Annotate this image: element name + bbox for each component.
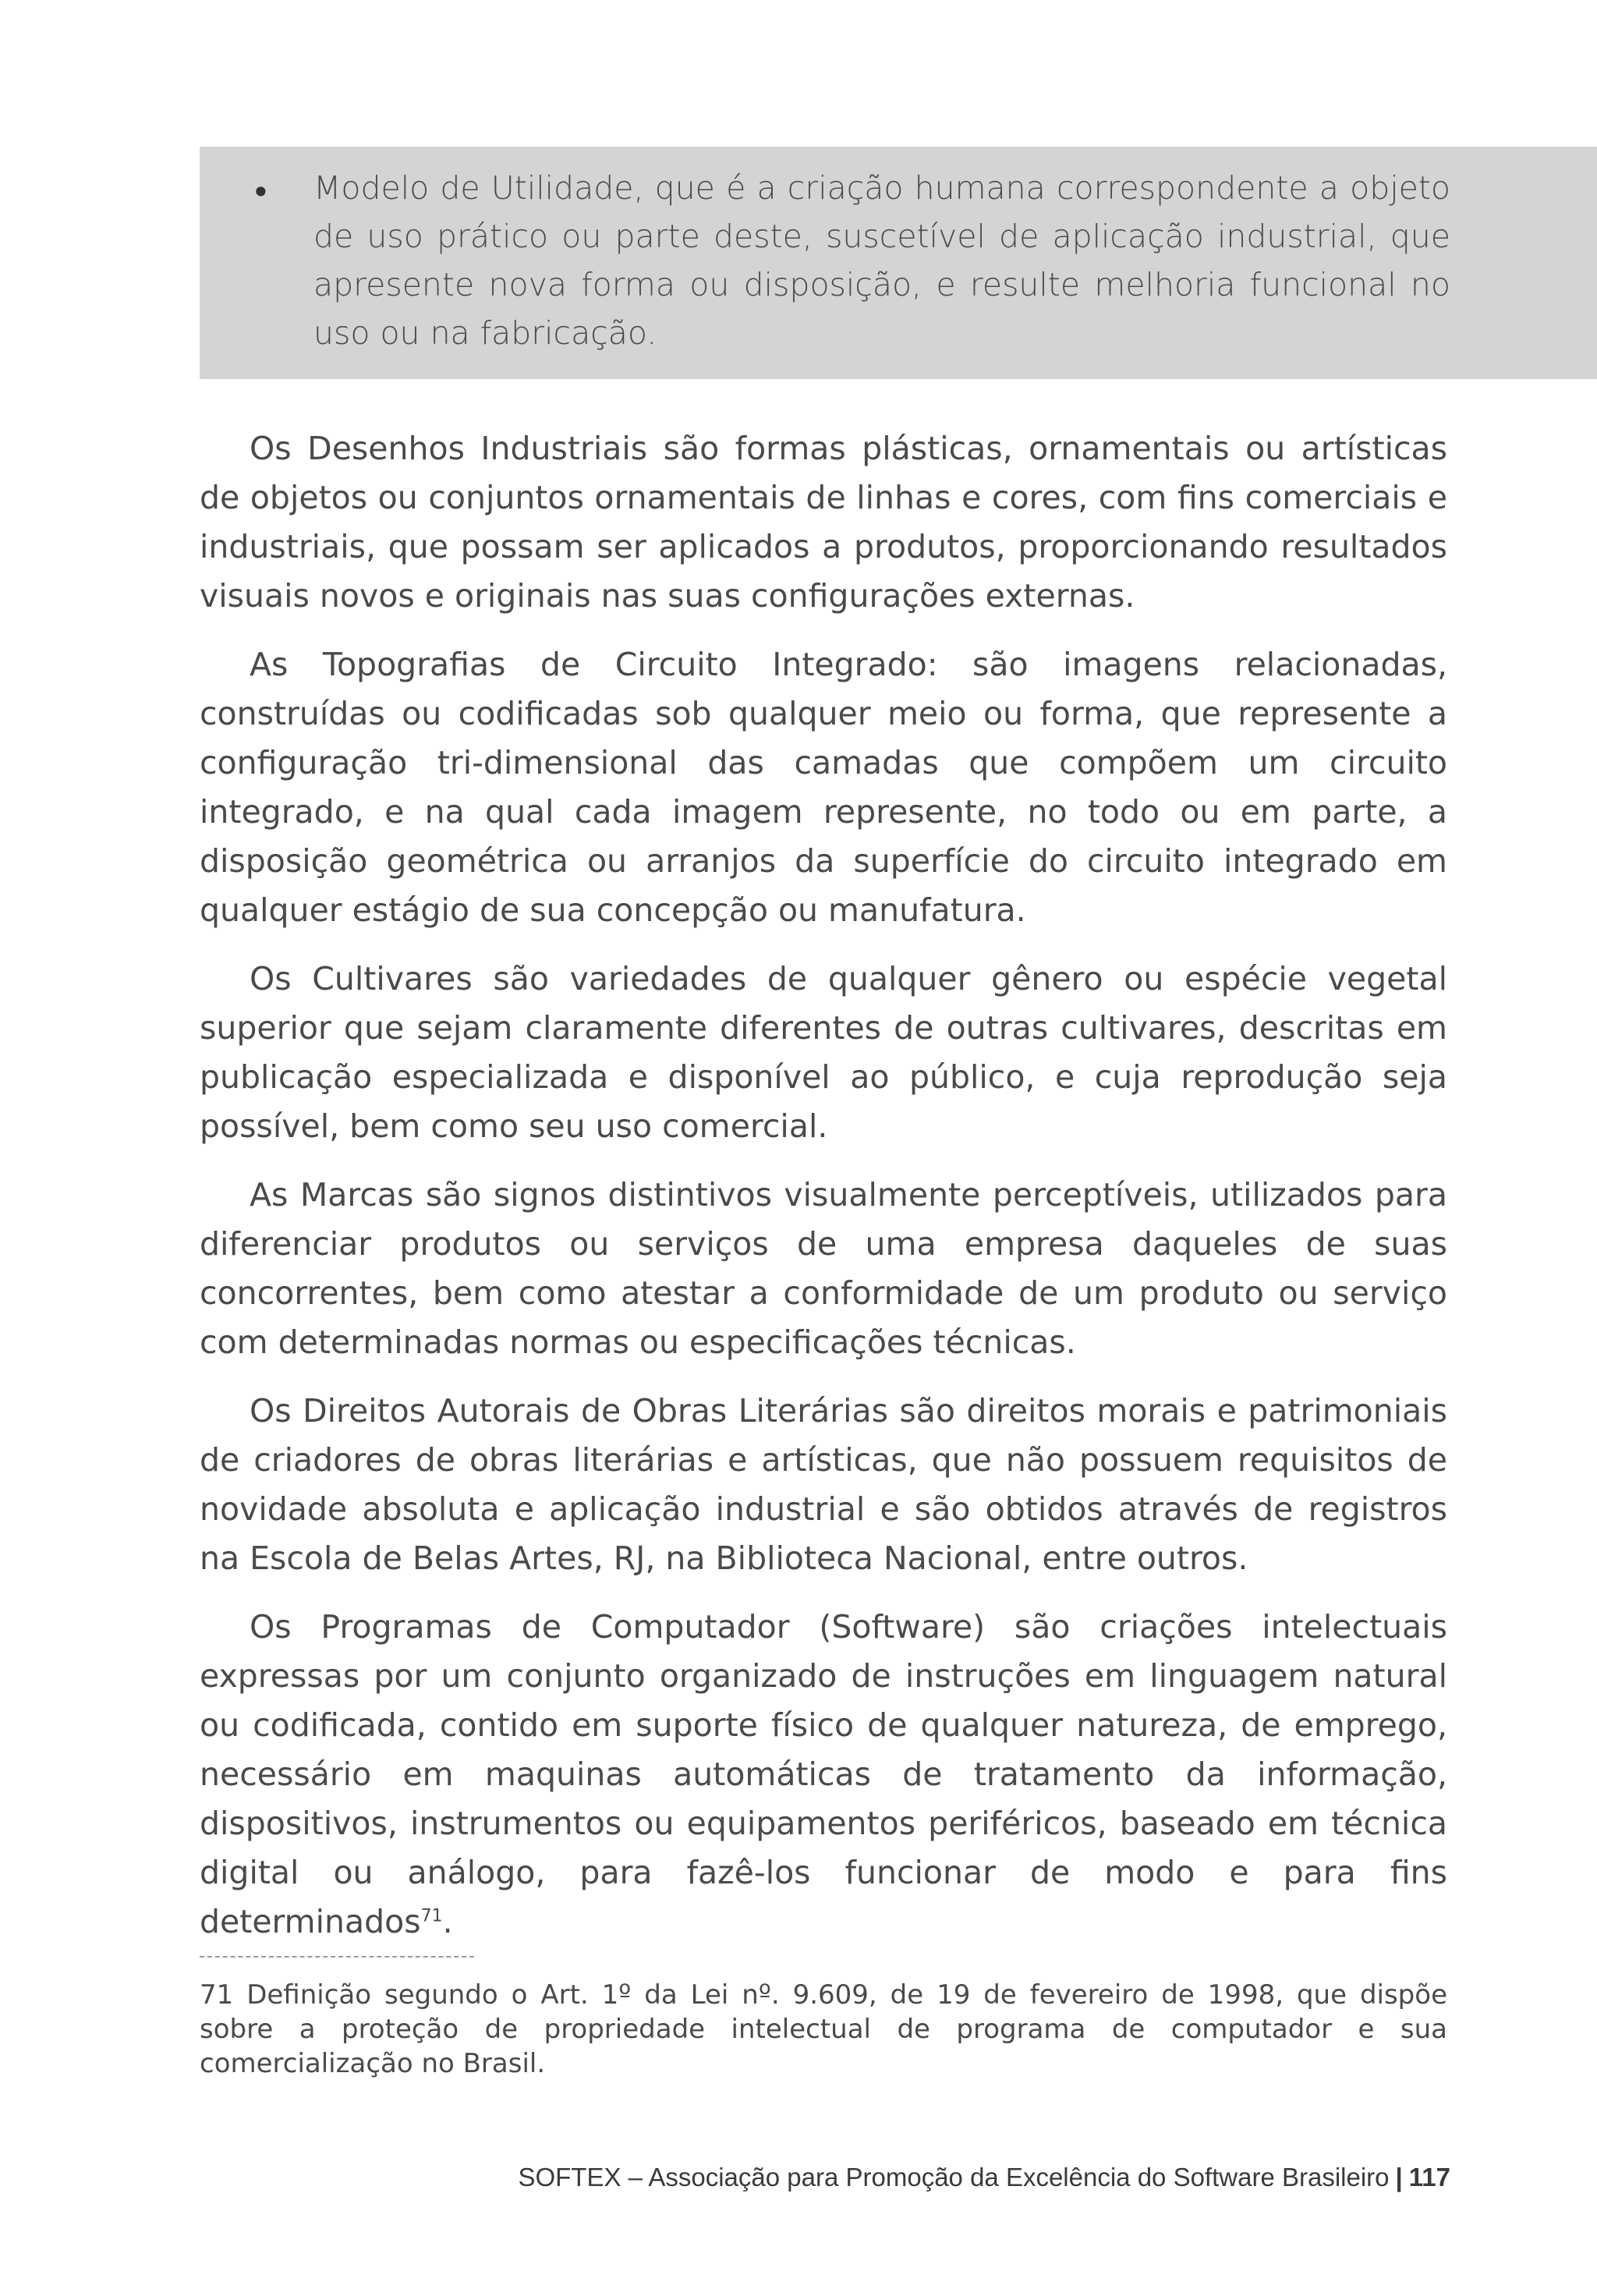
highlight-box bbox=[200, 147, 1597, 379]
paragraph-programas-computador bbox=[200, 1603, 1447, 1947]
bullet-item-modelo-utilidade: Modelo de Utilidade, que é a criação humana correspondente a objeto de uso prático ou parte deste, suscetível de aplicação industrial, que apresente nova forma ou disposição, e resulte melhoria funcional no uso ou na fabricação. bbox=[313, 169, 1450, 352]
paragraph-desenhos-industriais: Os Desenhos Industriais são formas plásticas, ornamentais ou artísticas de objetos ou conjuntos ornamentais de linhas e cores, com fins comerciais e industriais, que possam ser aplicados a produtos, proporcionando resultados visuais novos e originais nas suas configurações externas. bbox=[200, 430, 1447, 615]
footnote-divider bbox=[200, 1956, 474, 1958]
paragraph-topografias: As Topografias de Circuito Integrado: são imagens relacionadas, construídas ou codificadas sob qualquer meio ou forma, que represente a configuração tri-dimensional das camadas que compõem um circuito integrado, e na qual cada imagem represente, no todo ou em parte, a disposição geométrica ou arranjos da superfície do circuito integrado em qualquer estágio de sua concepção ou manufatura. bbox=[200, 646, 1447, 929]
footer-publisher: SOFTEX – Associação para Promoção da Excelência do Software Brasileiro bbox=[518, 2163, 1390, 2191]
paragraph-programas-text: Os Programas de Computador (Software) são criações intelectuais expressas por um conjunto organizado de instruções em linguagem natural ou codificada, contido em suporte físico de qualquer natureza, de emprego, necessário em maquinas automáticas de tratamento da informação, dispositivos, instrumentos ou equipamentos periféricos, baseado em técnica digital ou análogo, para fazê-los funcionar de modo e para fins determinados bbox=[200, 1608, 1447, 1940]
footnote-71: 71 Definição segundo o Art. 1º da Lei nº. 9.609, de 19 de fevereiro de 1998, que dispõe sobre a proteção de propriedade intelectual de programa de computador e sua comercialização no Brasil. bbox=[200, 1979, 1447, 2079]
page-number: 117 bbox=[1408, 2163, 1450, 2191]
paragraph-direitos-autorais: Os Direitos Autorais de Obras Literárias são direitos morais e patrimoniais de criadores de obras literárias e artísticas, que não possuem requisitos de novidade absoluta e aplicação industrial e são obtidos através de registros na Escola de Belas Artes, RJ, na Biblioteca Nacional, entre outros. bbox=[200, 1392, 1447, 1577]
paragraph-cultivares: Os Cultivares são variedades de qualquer gênero ou espécie vegetal superior que sejam claramente diferentes de outras cultivares, descritas em publicação especializada e disponível ao público, e cuja reprodução seja possível, bem como seu uso comercial. bbox=[200, 960, 1447, 1145]
footer-separator: | bbox=[1395, 2163, 1403, 2191]
main-text bbox=[200, 424, 1447, 1966]
footnote-reference[interactable]: 71 bbox=[420, 1906, 443, 1926]
paragraph-end-period: . bbox=[442, 1903, 453, 1940]
page-footer bbox=[518, 2160, 1450, 2195]
paragraph-marcas: As Marcas são signos distintivos visualmente perceptíveis, utilizados para diferenciar produtos ou serviços de uma empresa daqueles de suas concorrentes, bem como atestar a conformidade de um produto ou serviço com determinadas normas ou especificações técnicas. bbox=[200, 1176, 1447, 1361]
bullet-icon: • bbox=[251, 173, 271, 211]
